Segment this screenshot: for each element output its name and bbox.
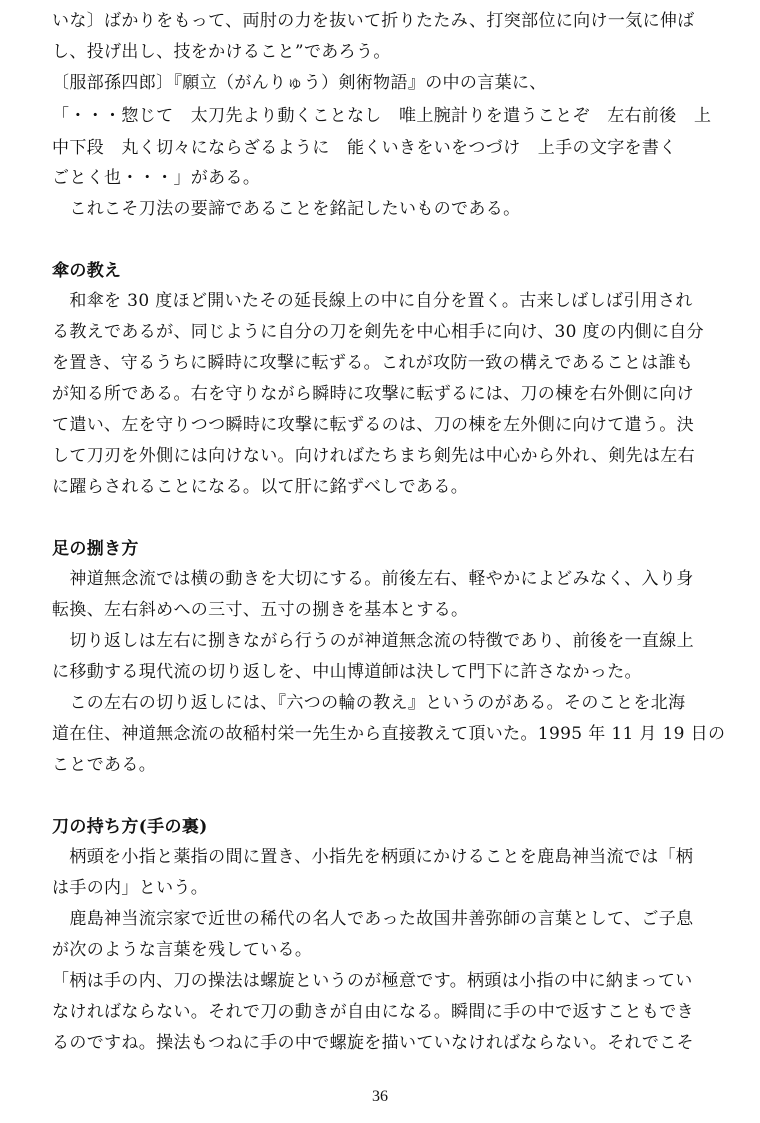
text-line: これこそ刀法の要諦であることを銘記したいものである。	[52, 199, 521, 219]
text-line: 道在住、神道無念流の故稲村栄一先生から直接教えて頂いた。1995 年 11 月 19 日の	[52, 724, 726, 744]
text-line: 切り返しは左右に捌きながら行うのが神道無念流の特徴であり、前後を一直線上	[52, 631, 694, 651]
text-line: が次のような言葉を残している。	[52, 940, 313, 960]
section-heading-sword-grip: 刀の持ち方(手の裏)	[52, 817, 208, 837]
text-line: いな〕ばかりをもって、両肘の力を抜いて折りたたみ、打突部位に向け一気に伸ば	[52, 11, 695, 31]
text-line: ことである。	[52, 755, 157, 775]
text-line: る教えであるが、同じように自分の刀を剣先を中心相手に向け、30 度の内側に自分	[52, 322, 705, 342]
text-line: この左右の切り返しには、『六つの輪の教え』というのがある。そのことを北海	[52, 693, 686, 713]
page-number: 36	[372, 1088, 388, 1105]
text-line: 神道無念流では横の動きを大切にする。前後左右、軽やかによどみなく、入り身	[52, 569, 694, 589]
text-line: るのですね。操法もつねに手の中で螺旋を描いていなければならない。それでこそ	[52, 1033, 694, 1053]
text-line: 和傘を 30 度ほど開いたその延長線上の中に自分を置く。古来しばしば引用され	[52, 291, 693, 311]
text-line: し、投げ出し、技をかけること”であろう。	[52, 42, 391, 62]
text-line: 「柄は手の内、刀の操法は螺旋というのが極意です。柄頭は小指の中に納まってい	[52, 971, 693, 991]
text-line: に移動する現代流の切り返しを、中山博道師は決して門下に許さなかった。	[52, 662, 642, 682]
text-line: 転換、左右斜めへの三寸、五寸の捌きを基本とする。	[52, 600, 469, 620]
text-line: て遣い、左を守りつつ瞬時に攻撃に転ずるのは、刀の棟を左外側に向けて遣う。決	[52, 415, 694, 435]
text-line: は手の内」という。	[52, 878, 209, 898]
section-heading-footwork: 足の捌き方	[52, 539, 139, 559]
section-heading-umbrella: 傘の教え	[52, 261, 122, 281]
text-line: に躍らされることになる。以て肝に銘ずべしである。	[52, 477, 469, 497]
text-line: 〔服部孫四郎〕『願立（がんりゅう）剣術物語』の中の言葉に、	[52, 73, 547, 93]
text-line: 鹿島神当流宗家で近世の稀代の名人であった故国井善弥師の言葉として、ご子息	[52, 909, 694, 929]
text-line: して刀刃を外側には向けない。向ければたちまち剣先は中心から外れ、剣先は左右	[52, 446, 695, 466]
text-line: が知る所である。右を守りながら瞬時に攻撃に転ずるには、刀の棟を右外側に向け	[52, 384, 694, 404]
text-line: を置き、守るうちに瞬時に攻撃に転ずる。これが攻防一致の構えであることは誰も	[52, 353, 694, 373]
text-line: 「・・・惣じて 太刀先より動くことなし 唯上腕計りを遣うことぞ 左右前後 上	[52, 106, 712, 126]
text-line: 中下段 丸く切々にならざるように 能くいきをいをつづけ 上手の文字を書く	[52, 138, 677, 158]
text-line: ごとく也・・・」がある。	[52, 168, 261, 188]
text-line: なければならない。それで刀の動きが自由になる。瞬間に手の中で返すこともでき	[52, 1002, 694, 1022]
text-line: 柄頭を小指と薬指の間に置き、小指先を柄頭にかけることを鹿島神当流では「柄	[52, 847, 694, 867]
